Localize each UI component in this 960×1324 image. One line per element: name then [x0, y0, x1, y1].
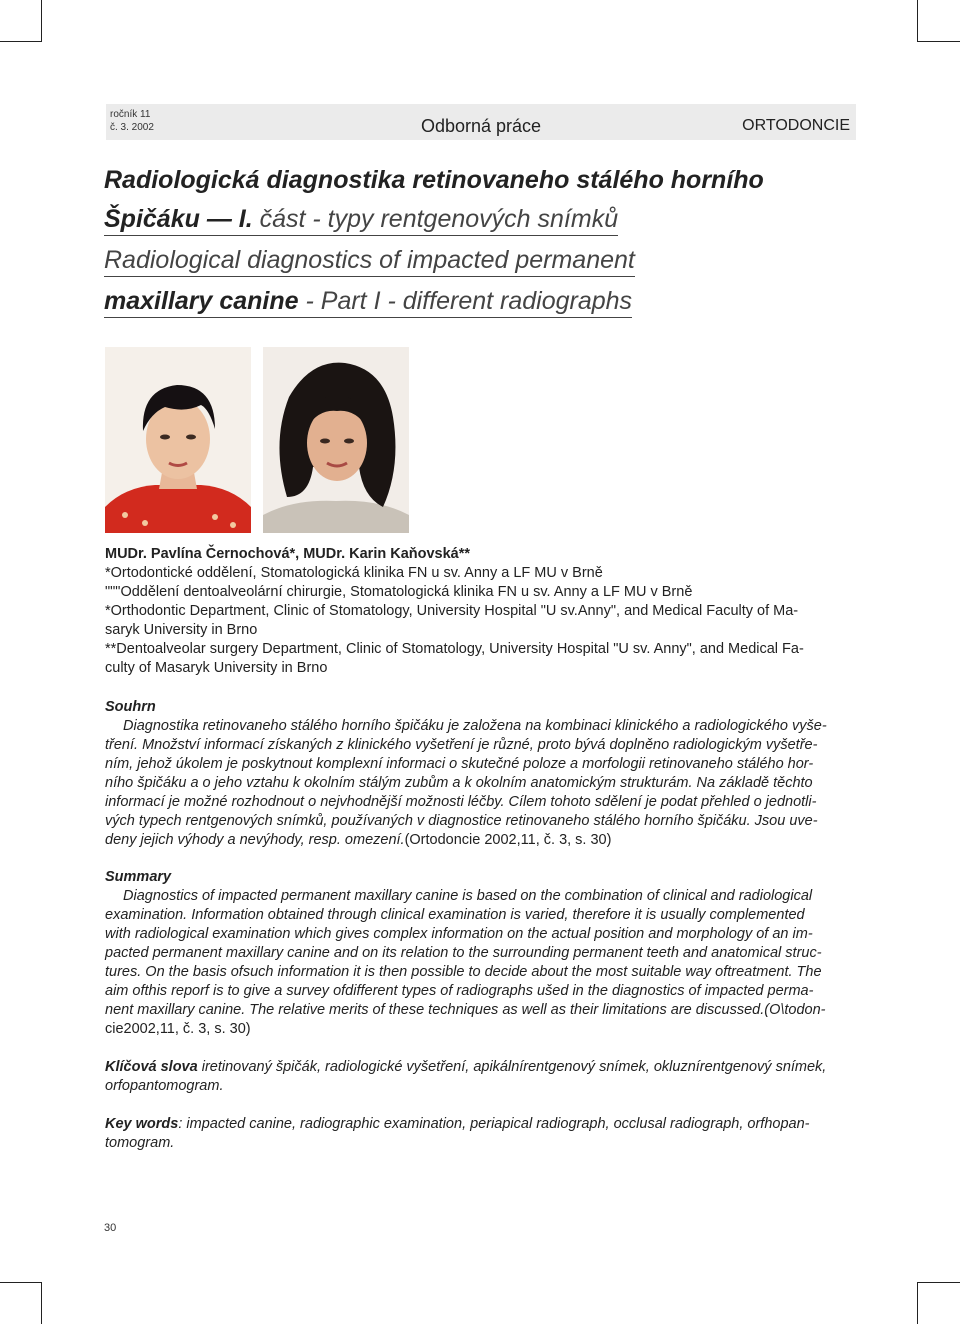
keywords-en — [105, 1115, 875, 1153]
souhrn-line: tření. Množství informací získaných z klinického vyšetření je různé, proto bývá doplněno radiologickým vyšetře- — [105, 737, 818, 753]
title-en-line2: maxillary canine - Part I - different radiographs — [104, 286, 632, 316]
summary-line: Diagnostics of impacted permanent maxillary canine is based on the combination of clinical and radiological — [123, 888, 813, 904]
title-cz-line1: Radiologická diagnostika retinovaneho stálého horního — [104, 166, 764, 194]
summary-heading: Summary — [105, 869, 172, 885]
author-names: MUDr. Pavlína Černochová*, MUDr. Karin Kaňovská** — [105, 546, 471, 562]
authors-block — [105, 545, 895, 678]
crop-mark — [917, 1282, 918, 1324]
keywords-cz — [105, 1058, 905, 1096]
summary-line: with radiological examination which gives complex information on the actual position and morphology of an im- — [105, 926, 813, 942]
author-photo-1 — [105, 347, 251, 533]
souhrn-last-line: deny jejich výhody a nevýhody, resp. omezení.(Ortodoncie 2002,11, č. 3, s. 30) — [105, 832, 612, 848]
keywords-cz-label: Klíčová slova — [105, 1059, 198, 1075]
souhrn-section — [105, 698, 875, 850]
section-label: Odborná práce — [420, 116, 542, 136]
souhrn-line: Diagnostika retinovaneho stálého horního špičáku je založena na kombinaci klinického a radiologického vyše- — [123, 718, 827, 734]
souhrn-line: informací je možné rozhodnout o nejvhodnější možnosti léčby. Cílem tohoto sdělení je podat přehled o jednotli- — [105, 794, 817, 810]
crop-mark — [0, 1282, 42, 1283]
volume-line: ročník 11 — [110, 109, 151, 120]
affiliation-cz-1: *Ortodontické oddělení, Stomatologická klinika FN u sv. Anny a LF MU v Brně — [105, 565, 603, 581]
keywords-cz-text: iretinovaný špičák, radiologické vyšetření, apikálnírentgenový snímek, okluznírentgenový snímek, — [197, 1059, 827, 1075]
crop-mark — [917, 0, 918, 42]
keywords-en-text-cont: tomogram. — [105, 1135, 175, 1151]
souhrn-line: ním, jehož úkolem je poskytnout komplexní informaci o skutečné poloze a morfologii retinovaneho stálého hor- — [105, 756, 814, 772]
crop-mark — [0, 41, 42, 42]
keywords-cz-text-cont: orfopantomogram. — [105, 1078, 224, 1094]
journal-name: ORTODONCIE — [742, 117, 850, 134]
affiliation-en-2: **Dentoalveolar surgery Department, Clinic of Stomatology, University Hospital "U sv. Anny", and Medical Fa- — [105, 641, 804, 657]
summary-line: pacted permanent maxillary canine and on its relation to the surrounding permanent teeth and anatomical struc- — [105, 945, 822, 961]
affiliation-en-2-cont: culty of Masaryk University in Brno — [105, 660, 328, 676]
summary-line: nent maxillary canine. The relative merits of these techniques as well as their limitations are discussed.(O\todon- — [105, 1002, 826, 1018]
journal-header — [106, 104, 856, 140]
crop-mark — [41, 1282, 42, 1324]
summary-line: tures. On the basis ofsuch information it is then possible to decide about the most suitable way oftreatment. The — [105, 964, 822, 980]
affiliation-en-1: *Orthodontic Department, Clinic of Stomatology, University Hospital "U sv.Anny", and Medical Faculty of Ma- — [105, 603, 799, 619]
keywords-en-text: : impacted canine, radiographic examination, periapical radiograph, occlusal radiograph, orfhopan- — [178, 1116, 810, 1132]
summary-last-line: cie2002,11, č. 3, s. 30) — [105, 1021, 251, 1037]
title-cz-line2: Špičáku — I. část - typy rentgenových snímků — [104, 204, 618, 234]
souhrn-line: vých typech rentgenových snímků, používaných v diagnostice retinovaneho stálého horního špičáku. Jsou uve- — [105, 813, 818, 829]
issue-line: č. 3. 2002 — [110, 122, 154, 133]
souhrn-line: ního špičáku a o jeho vztahu k okolním stálým zubům a k okolním anatomickým strukturám. Na základě těchto — [105, 775, 813, 791]
author-photo-2 — [263, 347, 409, 533]
summary-line: examination. Information obtained through clinical examination is varied, therefore it is usually complemented — [105, 907, 805, 923]
keywords-en-label: Key words — [105, 1116, 179, 1132]
title-en-line1: Radiological diagnostics of impacted permanent — [104, 245, 635, 275]
souhrn-heading: Souhrn — [105, 699, 156, 715]
affiliation-cz-2: """Oddělení dentoalveolární chirurgie, Stomatologická klinika FN u sv. Anny a LF MU v Brně — [105, 584, 693, 600]
crop-mark — [41, 0, 42, 42]
summary-line: aim ofthis reporf is to give a survey ofdifferent types of radiographs ušed in the diagnostics of impacted perma- — [105, 983, 814, 999]
crop-mark — [918, 1282, 960, 1283]
summary-section — [105, 868, 875, 1039]
crop-mark — [918, 41, 960, 42]
page-number: 30 — [104, 1222, 117, 1234]
affiliation-en-1-cont: saryk University in Brno — [105, 622, 258, 638]
